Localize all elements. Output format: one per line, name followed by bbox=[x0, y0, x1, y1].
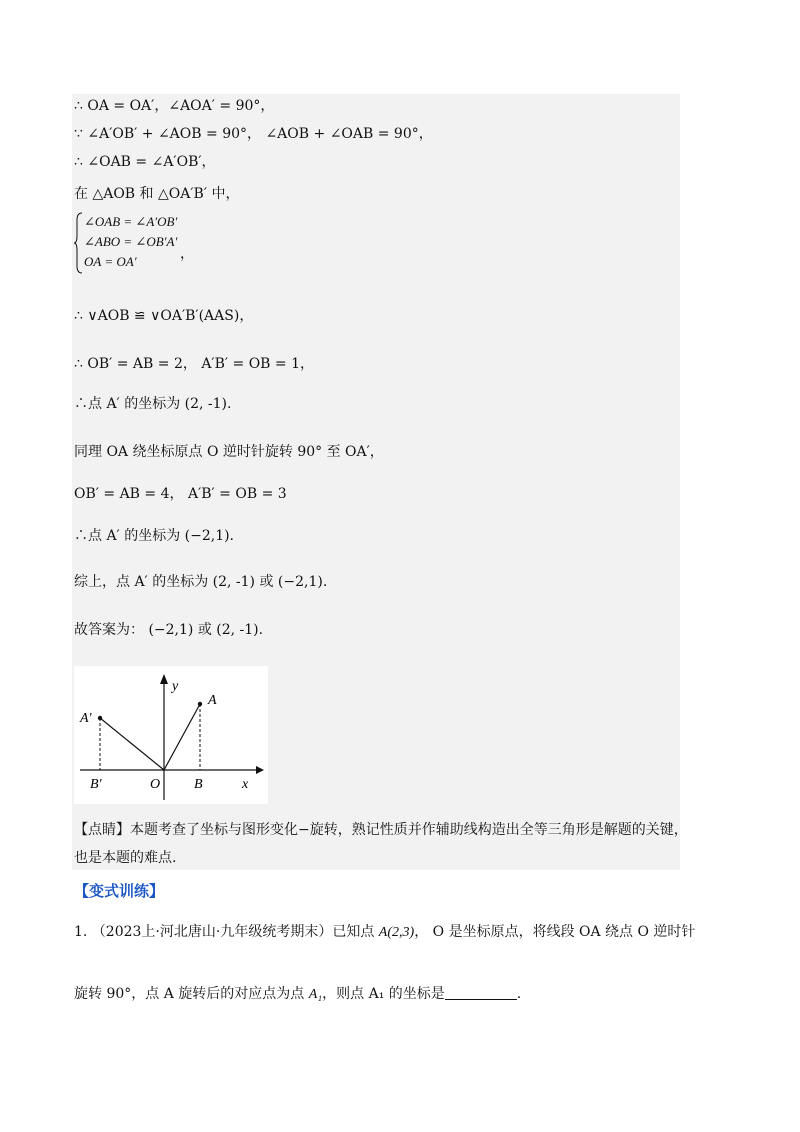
solution-line-11: 综上，点 A′ 的坐标为 (2, -1) 或 (−2,1). bbox=[74, 574, 328, 590]
system-condition-2: ∠ABO = ∠OB′A′ bbox=[84, 234, 178, 249]
comment-line-1: 【点睛】本题考查了坐标与图形变化−旋转，熟记性质并作辅助线构造出全等三角形是解题的关键， bbox=[74, 822, 688, 838]
exercise-line-2-end: . bbox=[516, 986, 522, 1002]
exercise-line-1-text-b: ， O 是坐标原点，将线段 OA 绕点 O 逆时针 bbox=[414, 924, 696, 940]
section-title-variant-training: 【变式训练】 bbox=[74, 882, 165, 900]
coordinate-diagram bbox=[74, 666, 268, 804]
solution-line-12: 故答案为： (−2,1) 或 (2, -1). bbox=[74, 622, 264, 638]
solution-line-7: ∴点 A′ 的坐标为 (2, -1). bbox=[74, 396, 232, 412]
system-end-comma: ， bbox=[180, 246, 194, 262]
point-A-prime bbox=[98, 716, 102, 720]
rotation-figure bbox=[74, 666, 268, 804]
y-axis-arrow-icon bbox=[160, 674, 168, 684]
solution-line-10: ∴点 A′ 的坐标为 (−2,1). bbox=[74, 528, 235, 544]
solution-line-2: ∵ ∠A′OB′ + ∠AOB = 90°， ∠AOB + ∠OAB = 90°， bbox=[74, 126, 433, 142]
solution-line-4: 在 △AOB 和 △OA′B′ 中， bbox=[74, 186, 240, 202]
point-A-coordinates: A(2,3) bbox=[378, 925, 415, 940]
solution-line-9: OB′ = AB = 4， A′B′ = OB = 3 bbox=[74, 486, 287, 502]
point-A bbox=[198, 702, 202, 706]
exercise-line-1 bbox=[74, 922, 695, 943]
solution-line-1: ∴ OA = OA′，∠AOA′ = 90°， bbox=[74, 98, 275, 114]
label-A-prime: A′ bbox=[80, 711, 92, 726]
point-A1: A₁ bbox=[308, 987, 323, 1002]
segment-OA-prime bbox=[100, 718, 164, 770]
solution-line-3: ∴ ∠OAB = ∠A′OB′， bbox=[74, 154, 216, 170]
system-condition-3: OA = OA′ bbox=[84, 254, 137, 269]
left-brace-icon bbox=[74, 212, 84, 274]
label-B: B bbox=[194, 777, 203, 792]
solution-line-6: ∴ OB′ = AB = 2， A′B′ = OB = 1， bbox=[74, 356, 315, 372]
x-axis-arrow-icon bbox=[256, 766, 264, 774]
label-x: x bbox=[242, 777, 249, 792]
label-y: y bbox=[172, 679, 179, 694]
solution-line-5: ∴ ∨AOB ≌ ∨OA′B′(AAS)， bbox=[74, 308, 254, 324]
exercise-line-2 bbox=[74, 984, 521, 1005]
exercise-line-2-text-b: ，则点 A₁ 的坐标是 bbox=[322, 986, 445, 1002]
label-A: A bbox=[208, 693, 217, 708]
exercise-line-1-text-a: 1. （2023上·河北唐山·九年级统考期末）已知点 bbox=[74, 924, 379, 940]
comment-line-2: 也是本题的难点. bbox=[74, 850, 177, 866]
answer-blank[interactable] bbox=[445, 985, 517, 1000]
equation-system bbox=[74, 212, 194, 274]
label-B-prime: B′ bbox=[90, 777, 102, 792]
label-O: O bbox=[150, 777, 161, 792]
segment-OA bbox=[164, 704, 200, 770]
exercise-line-2-text-a: 旋转 90°，点 A 旋转后的对应点为点 bbox=[74, 986, 309, 1002]
solution-line-8: 同理 OA 绕坐标原点 O 逆时针旋转 90° 至 OA′， bbox=[74, 444, 384, 460]
system-condition-1: ∠OAB = ∠A′OB′ bbox=[84, 214, 178, 229]
